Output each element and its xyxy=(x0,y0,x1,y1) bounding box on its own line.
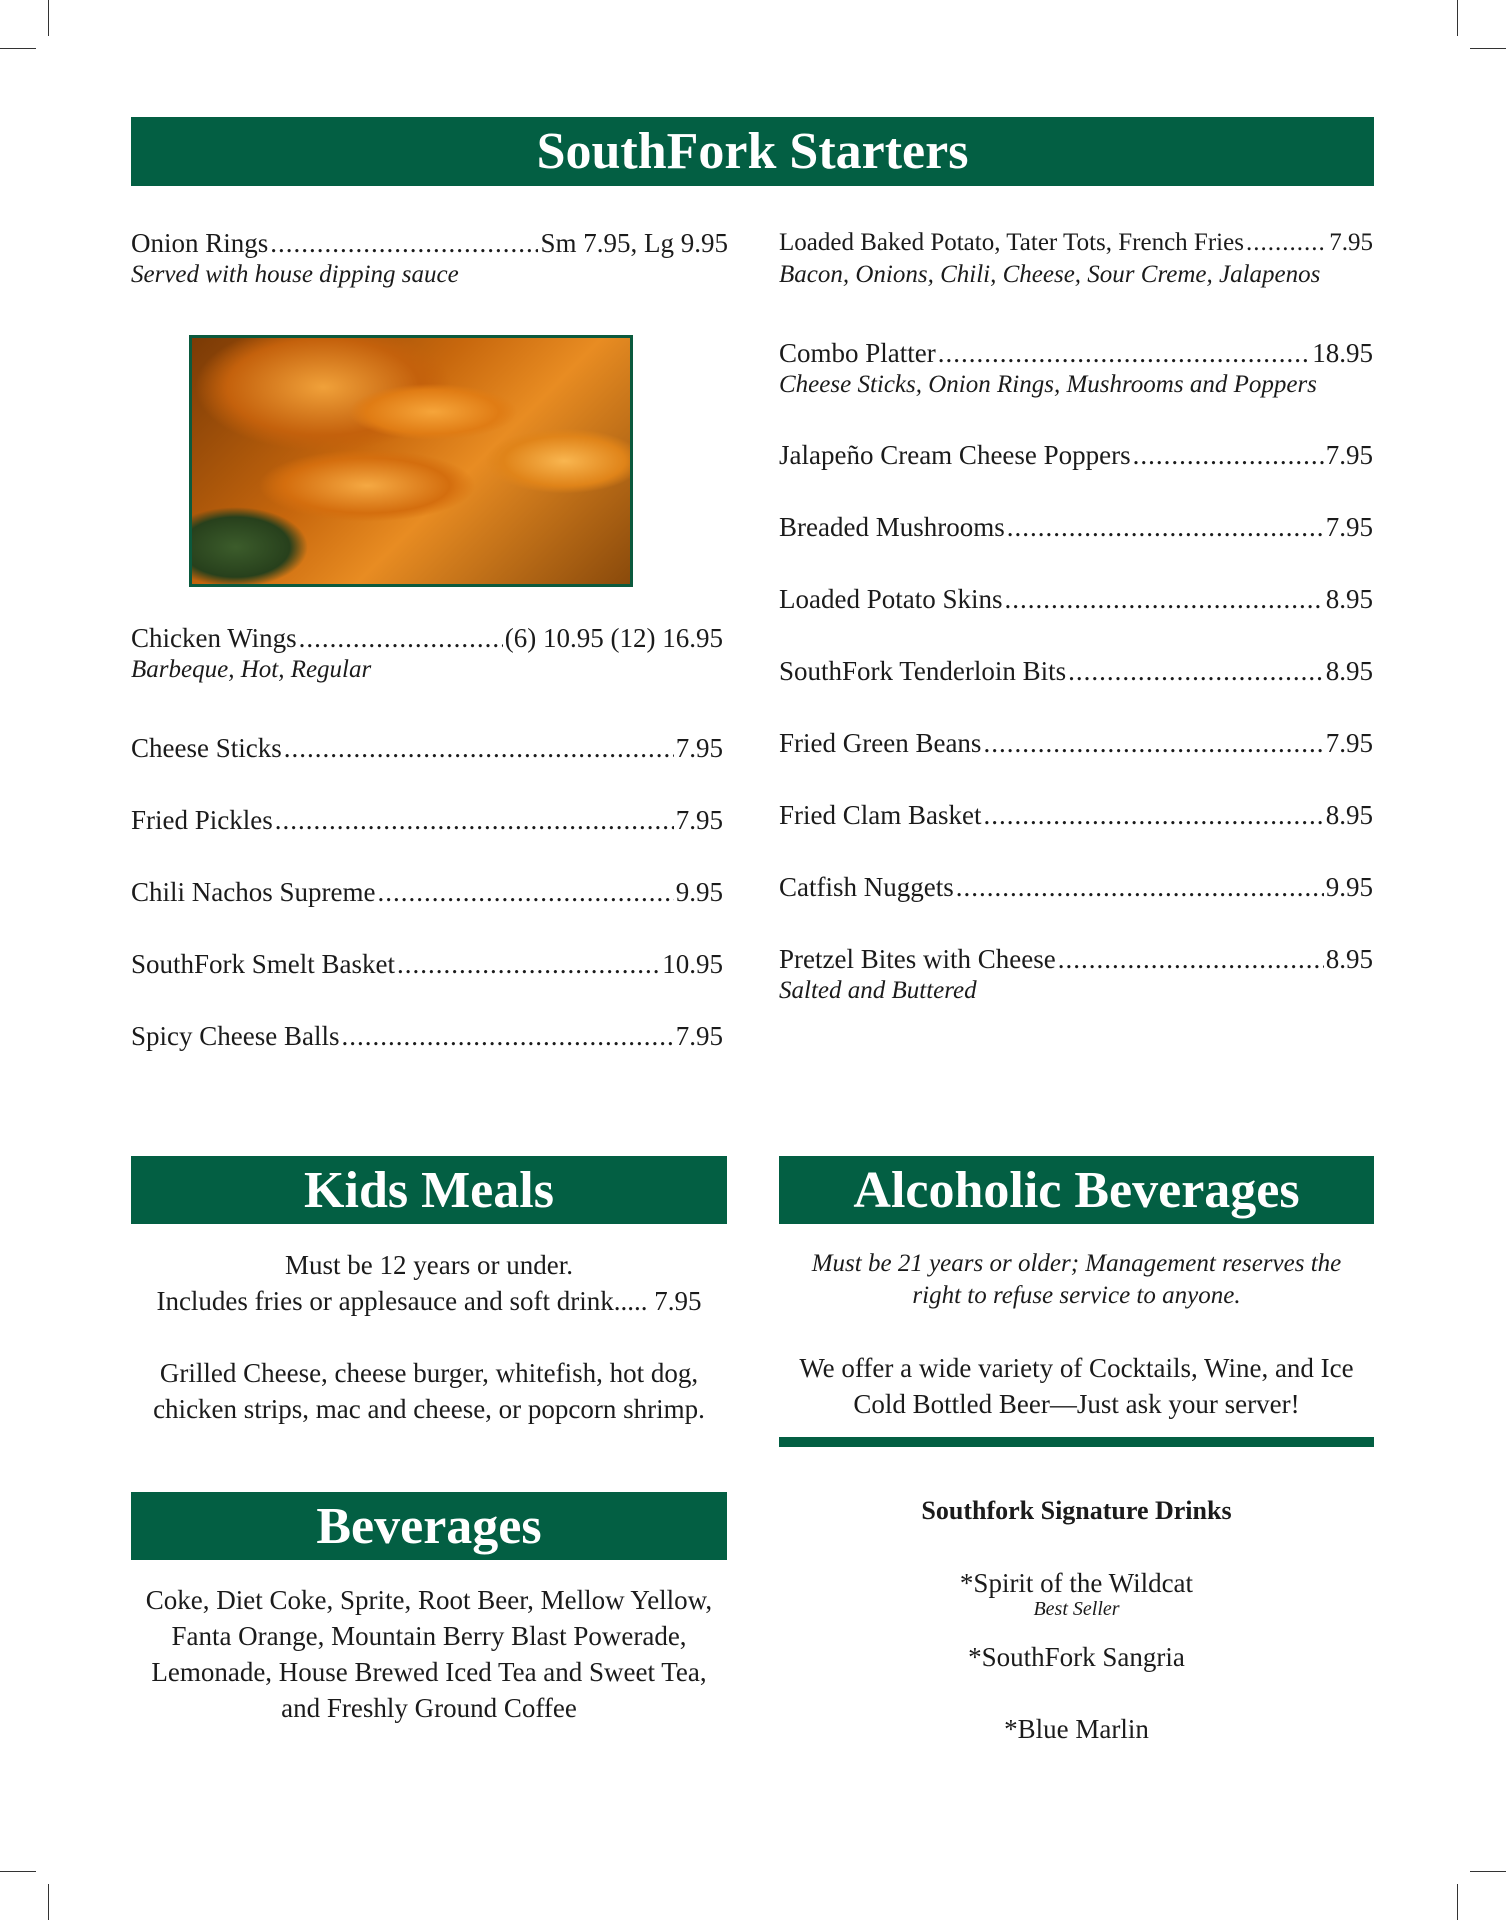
drink-name: *Spirit of the Wildcat xyxy=(959,1568,1194,1598)
item-price: 9.95 xyxy=(1325,872,1373,902)
item-name: SouthFork Tenderloin Bits xyxy=(779,656,1067,686)
beverages-banner xyxy=(131,1492,727,1560)
item-description: Salted and Buttered xyxy=(779,977,977,1004)
item-price: 8.95 xyxy=(1325,584,1373,614)
item-name: Cheese Sticks xyxy=(131,733,282,763)
menu-item-fried-pickles xyxy=(131,803,723,837)
menu-item-jalapeno-poppers xyxy=(779,438,1373,472)
alcoholic-beverages-title: Alcoholic Beverages xyxy=(853,1161,1300,1219)
kids-meals-banner xyxy=(131,1156,727,1224)
item-name: Breaded Mushrooms xyxy=(779,512,1005,542)
menu-item-tenderloin-bits xyxy=(779,654,1373,688)
crop-mark xyxy=(0,1871,36,1872)
menu-item-combo-platter xyxy=(779,336,1373,400)
item-name: Pretzel Bites with Cheese xyxy=(779,944,1056,974)
crop-mark xyxy=(48,1884,49,1920)
menu-item-onion-rings xyxy=(131,226,728,290)
kids-includes-text: Includes fries or applesauce and soft drink xyxy=(156,1286,614,1316)
item-price: 8.95 xyxy=(1325,944,1373,974)
item-price: (6) 10.95 (12) 16.95 xyxy=(504,623,723,653)
crop-mark xyxy=(1457,0,1458,36)
kids-price: 7.95 xyxy=(654,1286,702,1316)
onion-rings-photo xyxy=(189,335,633,587)
kids-age-note: Must be 12 years or under. xyxy=(285,1250,573,1280)
crop-mark xyxy=(1457,1884,1458,1920)
menu-item-pretzel-bites xyxy=(779,942,1373,1006)
item-price: 7.95 xyxy=(1329,229,1373,256)
item-name: Fried Pickles xyxy=(131,805,273,835)
starters-banner xyxy=(131,117,1374,186)
menu-item-fried-clam-basket xyxy=(779,798,1373,832)
beverages-list: Coke, Diet Coke, Sprite, Root Beer, Mellow Yellow, Fanta Orange, Mountain Berry Blast Powerade, Lemonade, House Brewed Iced Tea and Sweet Tea, and Freshly Ground Coffee xyxy=(145,1585,713,1723)
item-name: Loaded Baked Potato, Tater Tots, French Fries xyxy=(779,229,1244,256)
signature-drink-blue-marlin: *Blue Marlin xyxy=(1004,1714,1149,1744)
signature-drinks-title: Southfork Signature Drinks xyxy=(921,1496,1232,1525)
item-price: 10.95 xyxy=(662,949,723,979)
item-name: Catfish Nuggets xyxy=(779,872,954,902)
item-name: Chili Nachos Supreme xyxy=(131,877,376,907)
item-name: Fried Green Beans xyxy=(779,728,982,758)
item-name: Spicy Cheese Balls xyxy=(131,1021,340,1051)
menu-item-catfish-nuggets xyxy=(779,870,1373,904)
menu-item-loaded-potato-skins xyxy=(779,582,1373,616)
item-name: Onion Rings xyxy=(131,228,269,258)
item-price: 7.95 xyxy=(675,733,723,763)
signature-drink-southfork-sangria: *SouthFork Sangria xyxy=(968,1642,1185,1672)
kids-meals-title: Kids Meals xyxy=(304,1161,554,1219)
menu-item-fried-green-beans xyxy=(779,726,1373,760)
menu-item-cheese-sticks xyxy=(131,731,723,765)
menu-item-chili-nachos xyxy=(131,875,723,909)
alcoholic-beverages-banner xyxy=(779,1156,1374,1224)
section-divider xyxy=(779,1437,1374,1447)
item-description: Bacon, Onions, Chili, Cheese, Sour Creme, Jalapenos xyxy=(779,261,1321,288)
item-price: 7.95 xyxy=(1325,728,1373,758)
item-price: 18.95 xyxy=(1312,338,1373,368)
item-name: Combo Platter xyxy=(779,338,936,368)
crop-mark xyxy=(1470,48,1506,49)
kids-meals-info xyxy=(125,1247,733,1319)
crop-mark xyxy=(1470,1871,1506,1872)
crop-mark xyxy=(48,0,49,36)
kids-meals-options: Grilled Cheese, cheese burger, whitefish, hot dog, chicken strips, mac and cheese, or popcorn shrimp. xyxy=(153,1358,705,1424)
menu-item-spicy-cheese-balls xyxy=(131,1019,723,1053)
item-price: Sm 7.95, Lg 9.95 xyxy=(540,228,728,258)
item-price: 8.95 xyxy=(1325,656,1373,686)
item-description: Cheese Sticks, Onion Rings, Mushrooms and Poppers xyxy=(779,371,1317,398)
item-price: 7.95 xyxy=(675,1021,723,1051)
menu-item-loaded-baked-potato xyxy=(779,226,1373,290)
item-description: Served with house dipping sauce xyxy=(131,261,459,288)
item-price: 8.95 xyxy=(1325,800,1373,830)
menu-item-chicken-wings xyxy=(131,621,723,685)
beverages-title: Beverages xyxy=(316,1497,542,1555)
item-price: 7.95 xyxy=(1325,512,1373,542)
signature-drink-spirit-of-the-wildcat xyxy=(779,1567,1374,1619)
alcohol-age-notice: Must be 21 years or older; Management reserves the right to refuse service to anyone. xyxy=(811,1250,1342,1309)
item-description: Barbeque, Hot, Regular xyxy=(131,656,372,683)
item-name: Jalapeño Cream Cheese Poppers xyxy=(779,440,1131,470)
item-price: 7.95 xyxy=(675,805,723,835)
item-name: Chicken Wings xyxy=(131,623,297,653)
drink-note: Best Seller xyxy=(1033,1598,1120,1620)
alcohol-offer: We offer a wide variety of Cocktails, Wine, and Ice Cold Bottled Beer—Just ask your server! xyxy=(799,1353,1354,1419)
item-price: 9.95 xyxy=(675,877,723,907)
item-price: 7.95 xyxy=(1325,440,1373,470)
item-name: Fried Clam Basket xyxy=(779,800,982,830)
menu-item-breaded-mushrooms xyxy=(779,510,1373,544)
item-name: SouthFork Smelt Basket xyxy=(131,949,396,979)
kids-includes-line: Includes fries or applesauce and soft drink..... 7.95 xyxy=(156,1286,702,1316)
crop-mark xyxy=(0,48,36,49)
menu-item-smelt-basket xyxy=(131,947,723,981)
starters-title: SouthFork Starters xyxy=(536,123,969,180)
item-name: Loaded Potato Skins xyxy=(779,584,1003,614)
